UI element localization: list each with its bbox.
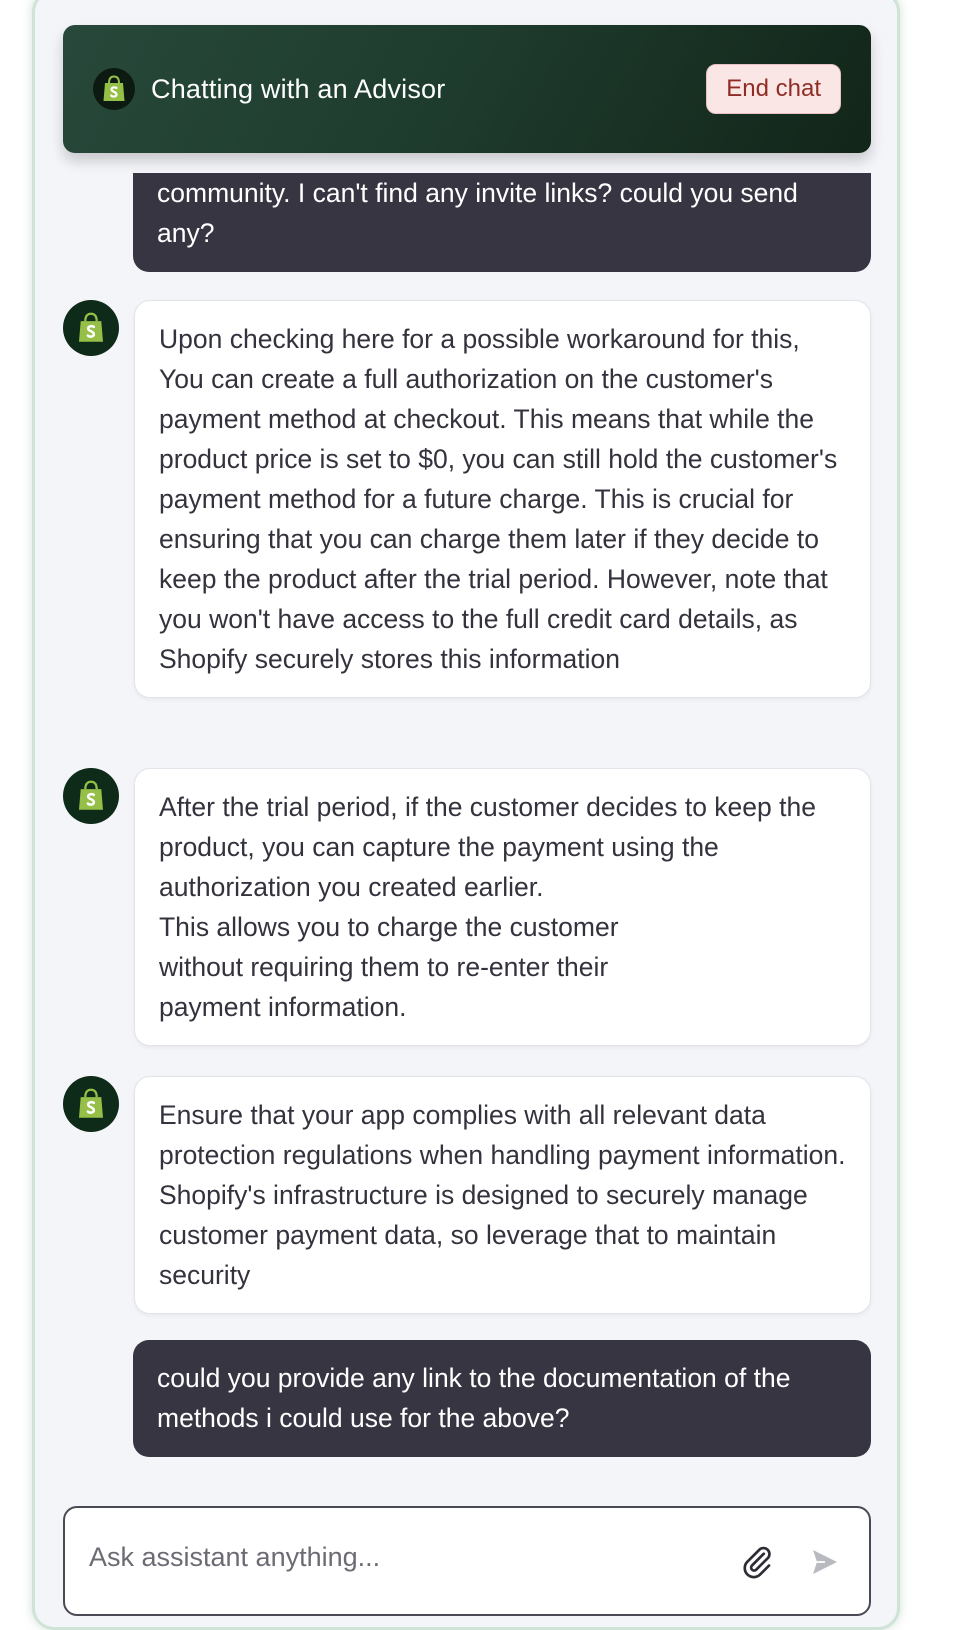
shopify-logo-icon <box>93 68 135 110</box>
assistant-message: Upon checking here for a possible workaround for this, You can create a full authorization on the customer's payment method at checkout. This means that while the product price is set to $0, you can still hold the customer's payment method for a future charge. This is crucial for ensuring that you can charge them later if they decide to keep the product after the trial period. However, note that you won't have access to the full credit card details, as Shopify securely stores this information <box>134 300 871 698</box>
user-message: could you provide any link to the documentation of the methods i could use for the above? <box>133 1340 871 1457</box>
end-chat-button[interactable]: End chat <box>706 64 841 114</box>
chat-panel <box>32 0 900 1630</box>
advisor-avatar-icon <box>63 300 119 356</box>
user-message: community. I can't find any invite links? could you send any? <box>133 173 871 272</box>
paperclip-icon[interactable] <box>737 1542 777 1582</box>
chat-title: Chatting with an Advisor <box>151 73 446 104</box>
assistant-message: Ensure that your app complies with all relevant data protection regulations when handling payment information. Shopify's infrastructure is designed to securely manage customer payment data, so leverage that to maintain security <box>134 1076 871 1314</box>
chat-header <box>63 25 871 153</box>
chat-composer <box>63 1506 871 1616</box>
assistant-message: After the trial period, if the customer decides to keep the product, you can capture the payment using the authorization you created earlier. This allows you to charge the customer without requiring them to re-enter their payment information. <box>134 768 871 1046</box>
advisor-avatar-icon <box>63 768 119 824</box>
message-input[interactable] <box>89 1542 709 1573</box>
send-icon[interactable] <box>805 1542 845 1582</box>
advisor-avatar-icon <box>63 1076 119 1132</box>
